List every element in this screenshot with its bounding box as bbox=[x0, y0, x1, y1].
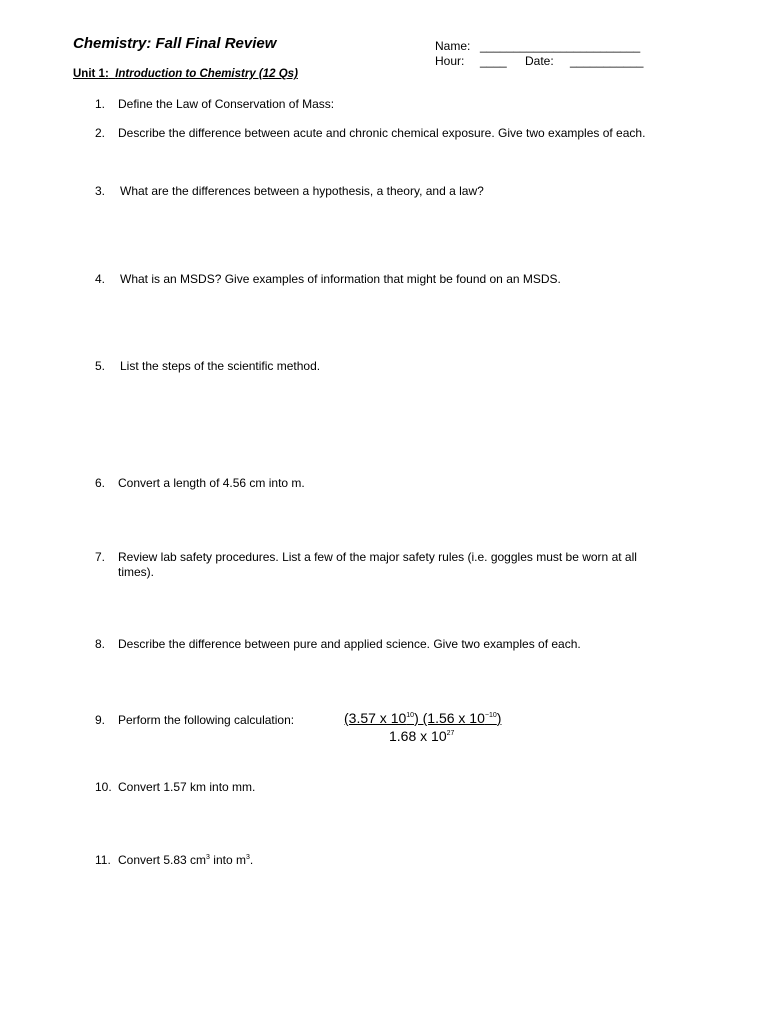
question-number: 9. bbox=[95, 713, 106, 727]
unit-heading bbox=[73, 68, 298, 80]
superscript: 3 bbox=[206, 854, 210, 861]
question-text: Perform the following calculation: bbox=[118, 713, 295, 727]
question-number: 3. bbox=[95, 184, 106, 198]
calculation-denominator bbox=[389, 728, 454, 744]
denominator-base: 1.68 x 10 bbox=[389, 728, 447, 744]
numerator-exponent-2: −10 bbox=[484, 712, 497, 719]
question-text: Convert a length of 4.56 cm into m. bbox=[118, 476, 305, 490]
question-number: 8. bbox=[95, 637, 106, 651]
question-number: 2. bbox=[95, 126, 106, 140]
question-number: 1. bbox=[95, 97, 106, 111]
question-text-part: into m bbox=[209, 853, 246, 867]
question-number: 10. bbox=[95, 780, 112, 794]
unit-title: Introduction to Chemistry (12 Qs) bbox=[115, 68, 298, 80]
date-blank: ___________ bbox=[570, 54, 644, 68]
question-text: Define the Law of Conservation of Mass: bbox=[118, 97, 335, 111]
worksheet-title: Chemistry: Fall Final Review bbox=[73, 35, 277, 52]
date-label: Date: bbox=[525, 54, 554, 68]
superscript: 3 bbox=[245, 854, 250, 861]
question-text: Convert 1.57 km into mm. bbox=[118, 780, 256, 794]
question-text: What are the differences between a hypothesis, a theory, and a law? bbox=[120, 184, 484, 198]
denominator-exponent: 27 bbox=[446, 730, 455, 737]
question-text: List the steps of the scientific method. bbox=[120, 359, 321, 373]
unit-prefix: Unit 1: bbox=[73, 68, 109, 80]
question-text-part: . bbox=[249, 853, 254, 867]
numerator-close: ) bbox=[496, 710, 502, 726]
question-text: What is an MSDS? Give examples of information that might be found on an MSDS. bbox=[120, 272, 561, 286]
question-number: 11. bbox=[95, 853, 111, 867]
name-label: Name: bbox=[435, 39, 471, 53]
question-text bbox=[118, 853, 678, 868]
question-text-part: Convert 5.83 cm bbox=[118, 853, 207, 867]
hour-label: Hour: bbox=[435, 54, 465, 68]
question-text: Review lab safety procedures. List a few of the major safety rules (i.e. goggles must be worn at all times). bbox=[118, 550, 637, 579]
numerator-part-1: (3.57 x 10 bbox=[344, 710, 407, 726]
numerator-part-2: ) (1.56 x 10 bbox=[414, 710, 485, 726]
question-text: Describe the difference between acute and chronic chemical exposure. Give two examples of each. bbox=[118, 126, 646, 140]
question-number: 5. bbox=[95, 359, 106, 373]
name-blank: ________________________ bbox=[480, 39, 641, 53]
question-number: 7. bbox=[95, 550, 106, 564]
question-text: Describe the difference between pure and applied science. Give two examples of each. bbox=[118, 637, 581, 651]
question-number: 6. bbox=[95, 476, 106, 490]
numerator-exponent-1: 10 bbox=[406, 712, 415, 719]
hour-blank: ____ bbox=[480, 54, 507, 68]
calculation-numerator bbox=[344, 710, 501, 726]
question-number: 4. bbox=[95, 272, 106, 286]
